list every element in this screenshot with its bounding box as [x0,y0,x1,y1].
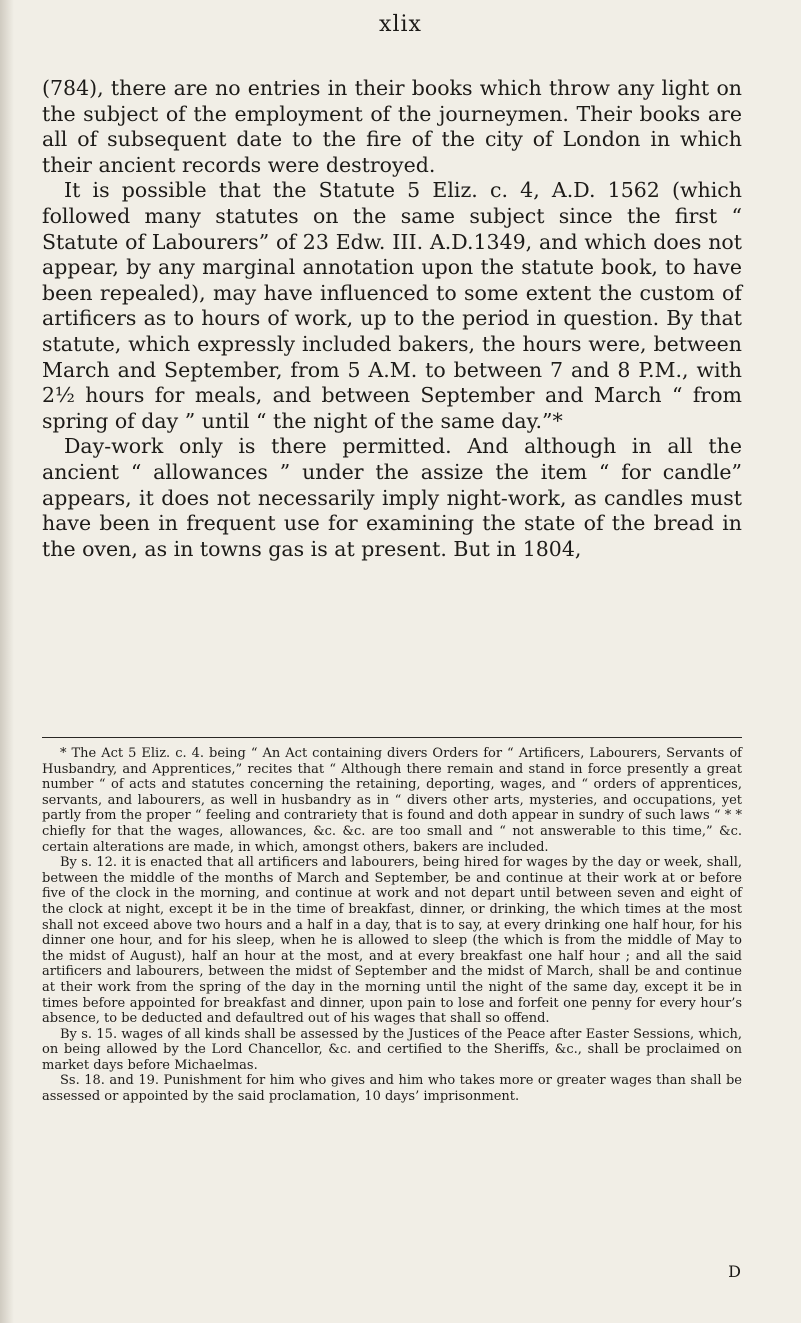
signature-mark: D [728,1262,741,1281]
page-edge-shadow [0,0,14,1323]
body-paragraph: Day-work only is there permitted. And although in all the ancient “ allowances ” under the assize the item “ for candle” appears, it does not necessarily imply night-work, as candles must have been in frequent use for examining the state of the bread in the oven, as in towns gas is at present. But in 1804, [42,434,742,561]
footnote-paragraph: By s. 12. it is enacted that all artificers and labourers, being hired for wages by the day or week, shall, between the middle of the months of March and September, be and continue at their work at or before five of the clock in the morning, and continue at work and not depart until between seven and eight of the clock at night, except it be in the time of breakfast, dinner, or drinking, the which times at the most shall not exceed above two hours and a half in a day, that is to say, at every drinking one half hour, for his dinner one hour, and for his sleep, when he is allowed to sleep (the which is from the middle of May to the midst of August), half an hour at the most, and at every breakfast one half hour ; and all the said artificers and labourers, between the midst of September and the midst of March, shall be and continue at their work from the spring of the day in the morning until the night of the same day, except it be in times before appointed for breakfast and dinner, upon pain to lose and forfeit one penny for every hour’s absence, to be deducted and defaultred out of his wages that shall so offend. [42,855,742,1027]
footnotes [42,746,742,1105]
footnote-paragraph: By s. 15. wages of all kinds shall be assessed by the Justices of the Peace after Easter Sessions, which, on being allowed by the Lord Chancellor, &c. and certified to the Sheriffs, &c., shall be proclaimed on market days before Michaelmas. [42,1026,742,1073]
body-paragraph: It is possible that the Statute 5 Eliz. c. 4, A.D. 1562 (which followed many statutes on the same subject since the first “ Statute of Labourers” of 23 Edw. III. A.D.1349, and which does not appear, by any marginal annotation upon the statute book, to have been repealed), may have influenced to some extent the custom of artificers as to hours of work, up to the period in question. By that statute, which expressly included bakers, the hours were, between March and September, from 5 A.M. to between 7 and 8 P.M., with 2½ hours for meals, and between September and March “ from spring of day ” until “ the night of the same day.”* [42,178,742,433]
body-text [42,76,742,562]
body-paragraph: (784), there are no entries in their books which throw any light on the subject of the employment of the journeymen. Their books are all of subsequent date to the fire of the city of London in which their ancient records were destroyed. [42,76,742,177]
footnote-paragraph: * The Act 5 Eliz. c. 4. being “ An Act containing divers Orders for “ Artificers, Labourers, Servants of Husbandry, and Apprentices,” recites that “ Although there remain and stand in force presently a great number “ of acts and statutes concerning the retaining, deporting, wages, and “ orders of apprentices, servants, and labourers, as well in husbandry as in “ divers other arts, mysteries, and occupations, yet partly from the proper “ feeling and contrariety that is found and doth appear in sundry of such laws “ * * chiefly for that the wages, allowances, &c. &c. are too small and “ not answerable to this time,” &c. certain alterations are made, in which, amongst others, bakers are included. [42,746,742,855]
page-number: xlix [379,12,422,37]
footnote-paragraph: Ss. 18. and 19. Punishment for him who gives and him who takes more or greater wages than shall be assessed or appointed by the said proclamation, 10 days’ imprisonment. [42,1073,742,1105]
footnote-divider [42,737,742,738]
